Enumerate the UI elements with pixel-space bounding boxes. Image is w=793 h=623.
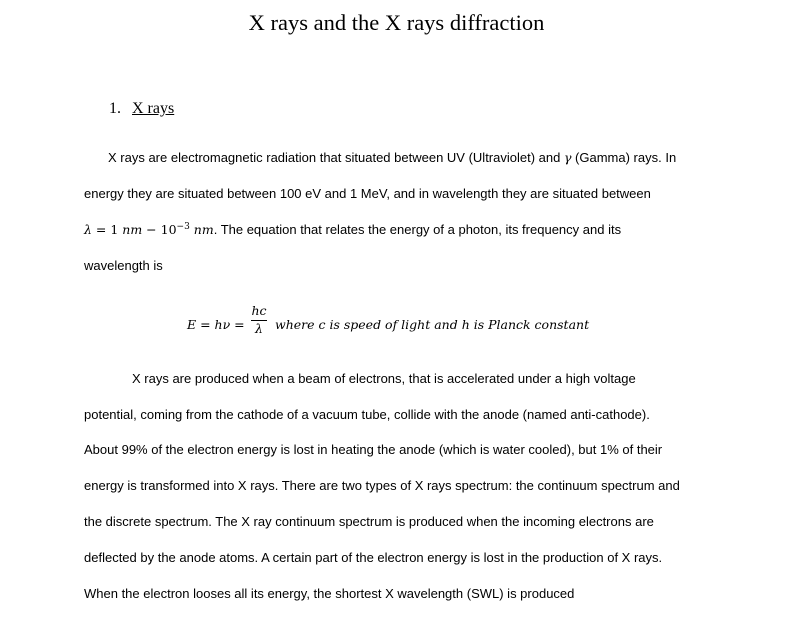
math-text: = 1 (91, 222, 123, 237)
paragraph-line: X rays are produced when a beam of electrons, that is accelerated under a high voltage (132, 371, 636, 386)
paragraph-line: the discrete spectrum. The X ray continuum spectrum is produced when the incoming electrons are (84, 514, 654, 529)
unit-nm: nm (189, 222, 214, 237)
equation-lhs: E = hν = (187, 317, 245, 332)
equation-fraction (251, 303, 267, 337)
gamma-symbol: γ (563, 150, 572, 165)
lambda-symbol: λ (84, 222, 92, 237)
unit-nm: nm (122, 222, 143, 237)
fraction-numerator: hc (251, 303, 267, 321)
paragraph-line: wavelength is (84, 258, 163, 273)
line-text: X rays are electromagnetic radiation that situated between UV (Ultraviolet) and (108, 150, 564, 165)
fraction-denominator: λ (255, 321, 263, 336)
section-number: 1. (109, 100, 121, 117)
line-text: (Gamma) rays. In (571, 150, 677, 165)
paragraph-line: When the electron looses all its energy, the shortest X wavelength (SWL) is produced (84, 586, 575, 601)
equation-description: where c is speed of light and h is Planck constant (275, 317, 590, 332)
paragraph-line: energy is transformed into X rays. There are two types of X rays spectrum: the continuum spectrum and (84, 478, 680, 493)
paragraph-line: About 99% of the electron energy is lost in heating the anode (which is water cooled), but 1% of their (84, 442, 663, 457)
math-text: − 10 (142, 222, 177, 237)
section-title: X rays (132, 100, 175, 117)
paragraph-line (84, 221, 621, 239)
wavelength-range (84, 222, 214, 237)
document-title: X rays and the X rays diffraction (248, 10, 545, 35)
paragraph-line: deflected by the anode atoms. A certain part of the electron energy is lost in the production of X rays. (84, 550, 663, 565)
line-text: . The equation that relates the energy of a photon, its frequency and its (213, 222, 622, 237)
paragraph-line: energy they are situated between 100 eV and 1 MeV, and in wavelength they are situated between (84, 186, 651, 201)
paragraph-line: potential, coming from the cathode of a vacuum tube, collide with the anode (named anti-cathode). (84, 407, 650, 422)
paragraph-line (108, 149, 676, 167)
exponent: −3 (176, 222, 190, 232)
section-heading (109, 99, 174, 119)
